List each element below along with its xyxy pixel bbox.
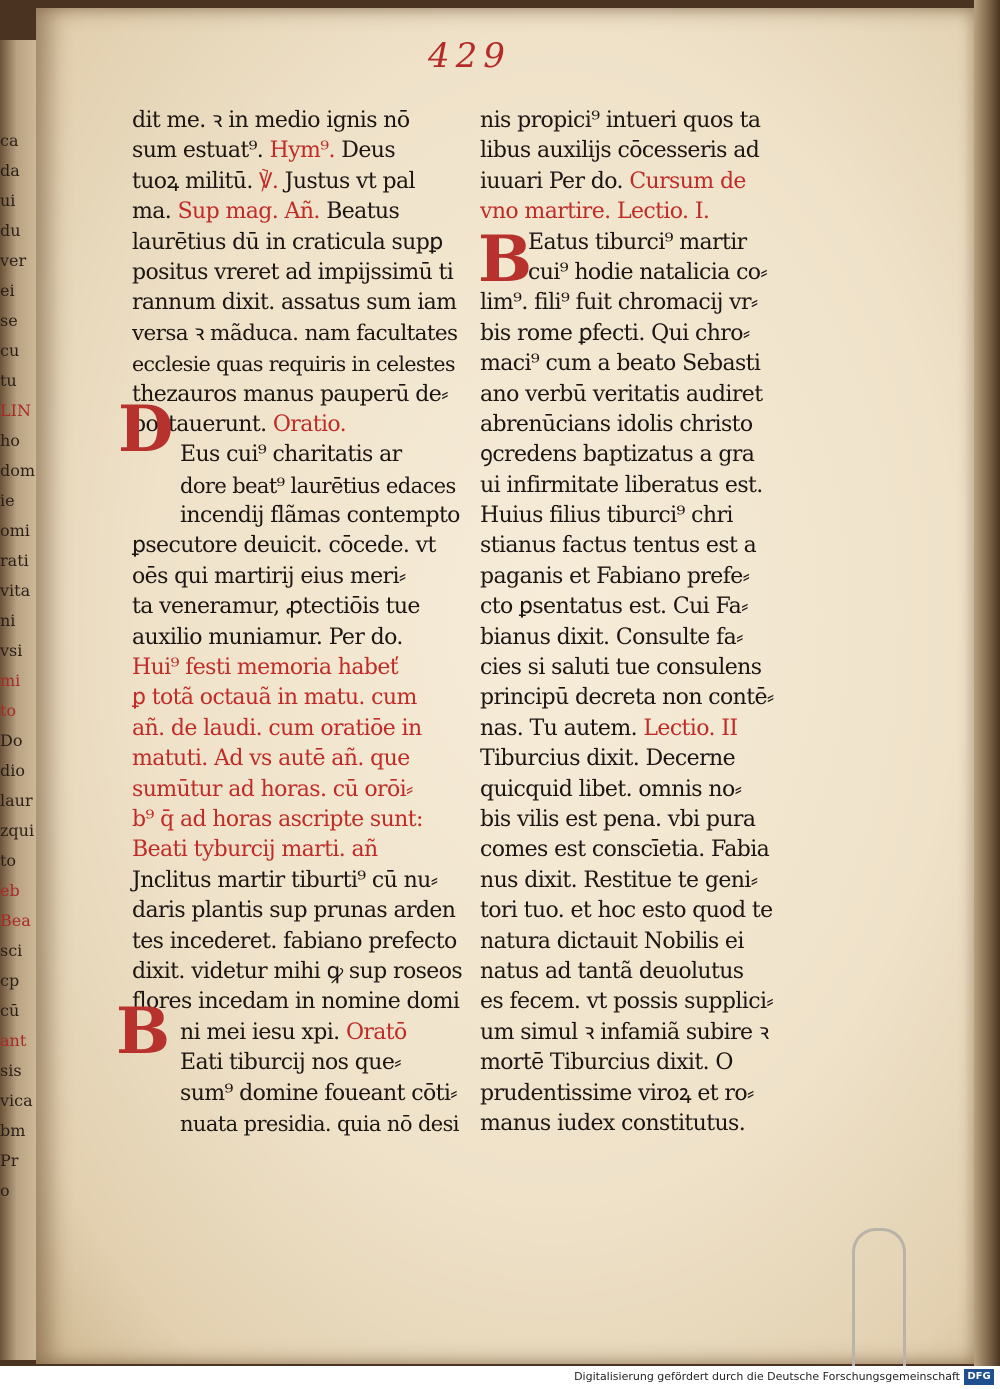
previous-page-fragment: mi (0, 671, 21, 690)
body-text: portauerunt. (132, 411, 273, 437)
previous-page-fragment: sis (0, 1061, 22, 1080)
body-text: natus ad tantã deuolutus (480, 958, 744, 984)
rubric-text: ꝑ totã octauã in matu. cum (132, 685, 417, 711)
text-line (132, 501, 462, 531)
text-line (132, 288, 462, 318)
previous-page-fragment: se (0, 311, 18, 330)
text-line (480, 714, 810, 744)
text-line (480, 440, 810, 470)
body-text: dore beat⁹ laurētius edaces (180, 473, 456, 498)
text-line (480, 835, 810, 865)
page-clip (852, 1228, 906, 1366)
previous-page-fragment: ie (0, 491, 15, 510)
text-line (132, 349, 462, 379)
body-text: ꝯcredens baptizatus a gra (480, 442, 755, 468)
body-text: laurētius dū in craticula supꝑ (132, 229, 443, 255)
text-line (132, 319, 462, 349)
body-text: paganis et Fabiano prefe⸗ (480, 563, 750, 589)
text-line (132, 106, 462, 136)
previous-page-fragment: ver (0, 251, 27, 270)
body-text: positus vreret ad impijssimū ti (132, 259, 454, 285)
decorated-initial: B (478, 222, 533, 297)
previous-page-fragment: dio (0, 761, 25, 780)
body-text: cies si saluti tue consulens (480, 655, 762, 681)
previous-page-fragment: ei (0, 281, 15, 300)
previous-page-fragment: ho (0, 431, 20, 450)
text-line (132, 653, 462, 683)
text-line (132, 805, 462, 835)
text-line (480, 349, 810, 379)
body-text: bis rome ꝑfecti. Qui chro⸗ (480, 320, 750, 346)
decorated-initial: B (116, 994, 171, 1069)
text-line (132, 1109, 462, 1139)
text-line (132, 987, 462, 1017)
rubric-text: matuti. Ad vs autē añ. que (132, 746, 410, 772)
text-line (132, 623, 462, 653)
previous-page-fragment: LIN (0, 401, 31, 420)
rubric-text: Cursum de (629, 168, 746, 194)
body-text: dit me. ꝛ in medio ignis nō (132, 108, 410, 133)
rubric-text: Hym⁹. (269, 138, 335, 164)
page-number: 429 (428, 36, 511, 76)
body-text: versa ꝛ mãduca. nam facultates (132, 320, 458, 346)
text-line (480, 683, 810, 713)
text-line (480, 471, 810, 501)
text-line (132, 1018, 462, 1048)
text-line (132, 380, 462, 410)
previous-page-fragment: sci (0, 941, 23, 960)
text-line (132, 714, 462, 744)
previous-page-fragment: ant (0, 1031, 27, 1050)
previous-page-fragment: vita (0, 581, 31, 600)
text-line (132, 927, 462, 957)
text-line (480, 531, 810, 561)
body-text: cto ꝑsentatus est. Cui Fa⸗ (480, 594, 748, 620)
body-text: bianus dixit. Consulte fa⸗ (480, 624, 743, 650)
previous-page-fragment: to (0, 701, 17, 720)
previous-page-fragment: Do (0, 731, 23, 750)
text-line (132, 167, 462, 197)
text-line (480, 1109, 810, 1139)
text-line (132, 471, 462, 501)
body-text: nuata presidia. quia nō desi (180, 1111, 459, 1136)
rubric-text: ℣. (259, 168, 279, 194)
text-line (132, 562, 462, 592)
text-line (132, 866, 462, 896)
rubric-text: Sup mag. Añ. (177, 199, 320, 225)
body-text: Deus (334, 138, 396, 164)
text-line (480, 1079, 810, 1109)
body-text: auxilio muniamur. Per do. (132, 624, 403, 650)
rubric-text: Oratio. (272, 411, 347, 437)
rubric-text: sumūtur ad horas. cū orōi⸗ (132, 776, 413, 802)
footer-bar (0, 1366, 1000, 1389)
body-text: prudentissime viroꝝ et ro⸗ (480, 1080, 754, 1106)
text-line (132, 136, 462, 166)
text-line (132, 258, 462, 288)
previous-page-fragment: cu (0, 341, 20, 360)
text-line (132, 896, 462, 926)
body-text: tori tuo. et hoc esto quod te (480, 898, 773, 924)
body-text: oēs qui martirij eius meri⸗ (132, 563, 406, 589)
previous-page-fragment: Pr (0, 1151, 19, 1170)
body-text: thezauros manus pauperū de⸗ (132, 381, 448, 407)
text-line (480, 1048, 810, 1078)
previous-page-fragment: tu (0, 371, 17, 390)
text-line (480, 106, 810, 136)
text-line (480, 501, 810, 531)
text-line (480, 623, 810, 653)
left-text-column (132, 106, 462, 1139)
body-text: cui⁹ hodie natalicia co⸗ (528, 259, 768, 285)
previous-page-fragment: ca (0, 131, 19, 150)
text-line (132, 592, 462, 622)
text-line (480, 592, 810, 622)
previous-page-fragment: laur (0, 791, 33, 810)
text-line (480, 653, 810, 683)
text-line (480, 805, 810, 835)
body-text: comes est conscīetia. Fabia (480, 837, 770, 863)
text-line (132, 775, 462, 805)
text-line (480, 167, 810, 197)
rubric-text: b⁹ q̄ ad horas ascripte sunt: (132, 806, 423, 832)
body-text: es fecem. vt possis supplici⸗ (480, 989, 774, 1015)
text-line (480, 562, 810, 592)
text-line (480, 410, 810, 440)
text-line (132, 197, 462, 227)
body-text: quicquid libet. omnis no⸗ (480, 776, 742, 802)
previous-page-fragment: bm (0, 1121, 26, 1140)
body-text: Eati tiburcij nos que⸗ (180, 1050, 401, 1076)
rubric-text: Beati tyburcij marti. añ (132, 837, 378, 863)
previous-page-fragment: eb (0, 881, 20, 900)
body-text: sum estuat⁹. (132, 138, 270, 164)
text-line (132, 440, 462, 470)
decorated-initial: D (118, 392, 174, 467)
body-text: ꝑsecutore deuicit. cōcede. vt (132, 533, 436, 559)
text-line (480, 957, 810, 987)
body-text: Tiburcius dixit. Decerne (480, 746, 735, 772)
rubric-text: Hui⁹ festi memoria habeť (132, 655, 399, 681)
previous-page-fragment: cp (0, 971, 20, 990)
body-text: incendij flãmas contempto (180, 503, 460, 529)
text-line (480, 987, 810, 1017)
dfg-logo: DFG (964, 1369, 994, 1385)
body-text: tuoꝝ militū. (132, 168, 260, 194)
rubric-text: Lectio. I. (616, 199, 710, 225)
previous-page-fragment: da (0, 161, 20, 180)
body-text: ui infirmitate liberatus est. (480, 472, 763, 498)
text-line (132, 1048, 462, 1078)
body-text: Justus vt pal (278, 168, 415, 194)
body-text: nus dixit. Restitue te geni⸗ (480, 867, 758, 893)
rubric-text: Oratō (345, 1019, 407, 1045)
body-text: iuuari Per do. (480, 168, 630, 194)
rubric-text: añ. de laudi. cum oratiōe in (132, 715, 422, 741)
body-text: Jnclitus martir tiburti⁹ cū nu⸗ (132, 867, 438, 893)
body-text: ano verbū veritatis audiret (480, 381, 763, 407)
text-line (132, 957, 462, 987)
previous-page-fragment: zqui (0, 821, 35, 840)
body-text: Beatus (319, 199, 400, 225)
text-line (480, 136, 810, 166)
body-text: abrenūcians idolis christo (480, 411, 753, 437)
text-line (132, 835, 462, 865)
body-text: Huius filius tiburci⁹ chri (480, 503, 733, 529)
body-text: natura dictauit Nobilis ei (480, 928, 744, 954)
text-line (132, 228, 462, 258)
body-text: flores incedam in nomine domi (132, 989, 460, 1015)
body-text: libus auxilijs cōcesseris ad (480, 138, 760, 164)
text-line (480, 380, 810, 410)
text-line (132, 410, 462, 440)
text-line (480, 866, 810, 896)
body-text: rannum dixit. assatus sum iam (132, 290, 457, 316)
body-text: principū decreta non contē⸗ (480, 685, 774, 711)
previous-page-fragment: rati (0, 551, 29, 570)
rubric-text: vno martire. (480, 199, 611, 225)
previous-page-fragment: to (0, 851, 17, 870)
body-text: bis vilis est pena. vbi pura (480, 806, 756, 832)
body-text: ta veneramur, ꝓtectiōis tue (132, 594, 420, 620)
body-text: nis propici⁹ intueri quos ta (480, 108, 761, 133)
body-text: lim⁹. fili⁹ fuit chromacij vr⸗ (480, 290, 758, 316)
body-text: ni mei iesu xpi. (180, 1019, 346, 1045)
previous-page-fragment: o (0, 1181, 10, 1200)
body-text: ma. (132, 199, 178, 225)
body-text: mortē Tiburcius dixit. O (480, 1050, 733, 1076)
body-text: um simul ꝛ infamiã subire ꝛ (480, 1019, 769, 1045)
body-text: Eatus tiburci⁹ martir (528, 229, 747, 255)
previous-page-fragment: Bea (0, 911, 31, 930)
text-line (480, 927, 810, 957)
text-line (132, 683, 462, 713)
body-text: maci⁹ cum a beato Sebasti (480, 351, 761, 377)
text-line (480, 896, 810, 926)
text-line (132, 1079, 462, 1109)
body-text: ecclesie quas requiris in celestes (132, 352, 455, 377)
previous-page-fragment: vsi (0, 641, 23, 660)
text-line (480, 775, 810, 805)
page-edge-shadow (974, 0, 1000, 1366)
body-text: nas. Tu autem. (480, 715, 644, 741)
text-line (480, 319, 810, 349)
previous-page-fragment: dom (0, 461, 36, 480)
body-text: dixit. videtur mihi ꝙ sup roseos (132, 958, 463, 984)
text-line (480, 1018, 810, 1048)
text-line (132, 744, 462, 774)
funding-credit: Digitalisierung gefördert durch die Deutsche Forschungsgemeinschaft (574, 1370, 960, 1383)
body-text: stianus factus tentus est a (480, 533, 757, 559)
previous-page-fragment: vica (0, 1091, 33, 1110)
text-line (480, 744, 810, 774)
body-text: daris plantis sup prunas arden (132, 898, 456, 924)
body-text: manus iudex constitutus. (480, 1110, 746, 1136)
previous-page-fragment: ni (0, 611, 16, 630)
previous-page-fragment: du (0, 221, 21, 240)
body-text: tes incederet. fabiano prefecto (132, 928, 457, 954)
previous-page-fragment: ui (0, 191, 16, 210)
previous-page-fragment: omi (0, 521, 30, 540)
text-line (132, 531, 462, 561)
previous-page-fragment: cū (0, 1001, 20, 1020)
body-text: Eus cui⁹ charitatis ar (180, 442, 402, 468)
rubric-text: Lectio. II (643, 715, 738, 741)
body-text: sum⁹ domine foueant cōti⸗ (180, 1080, 458, 1106)
